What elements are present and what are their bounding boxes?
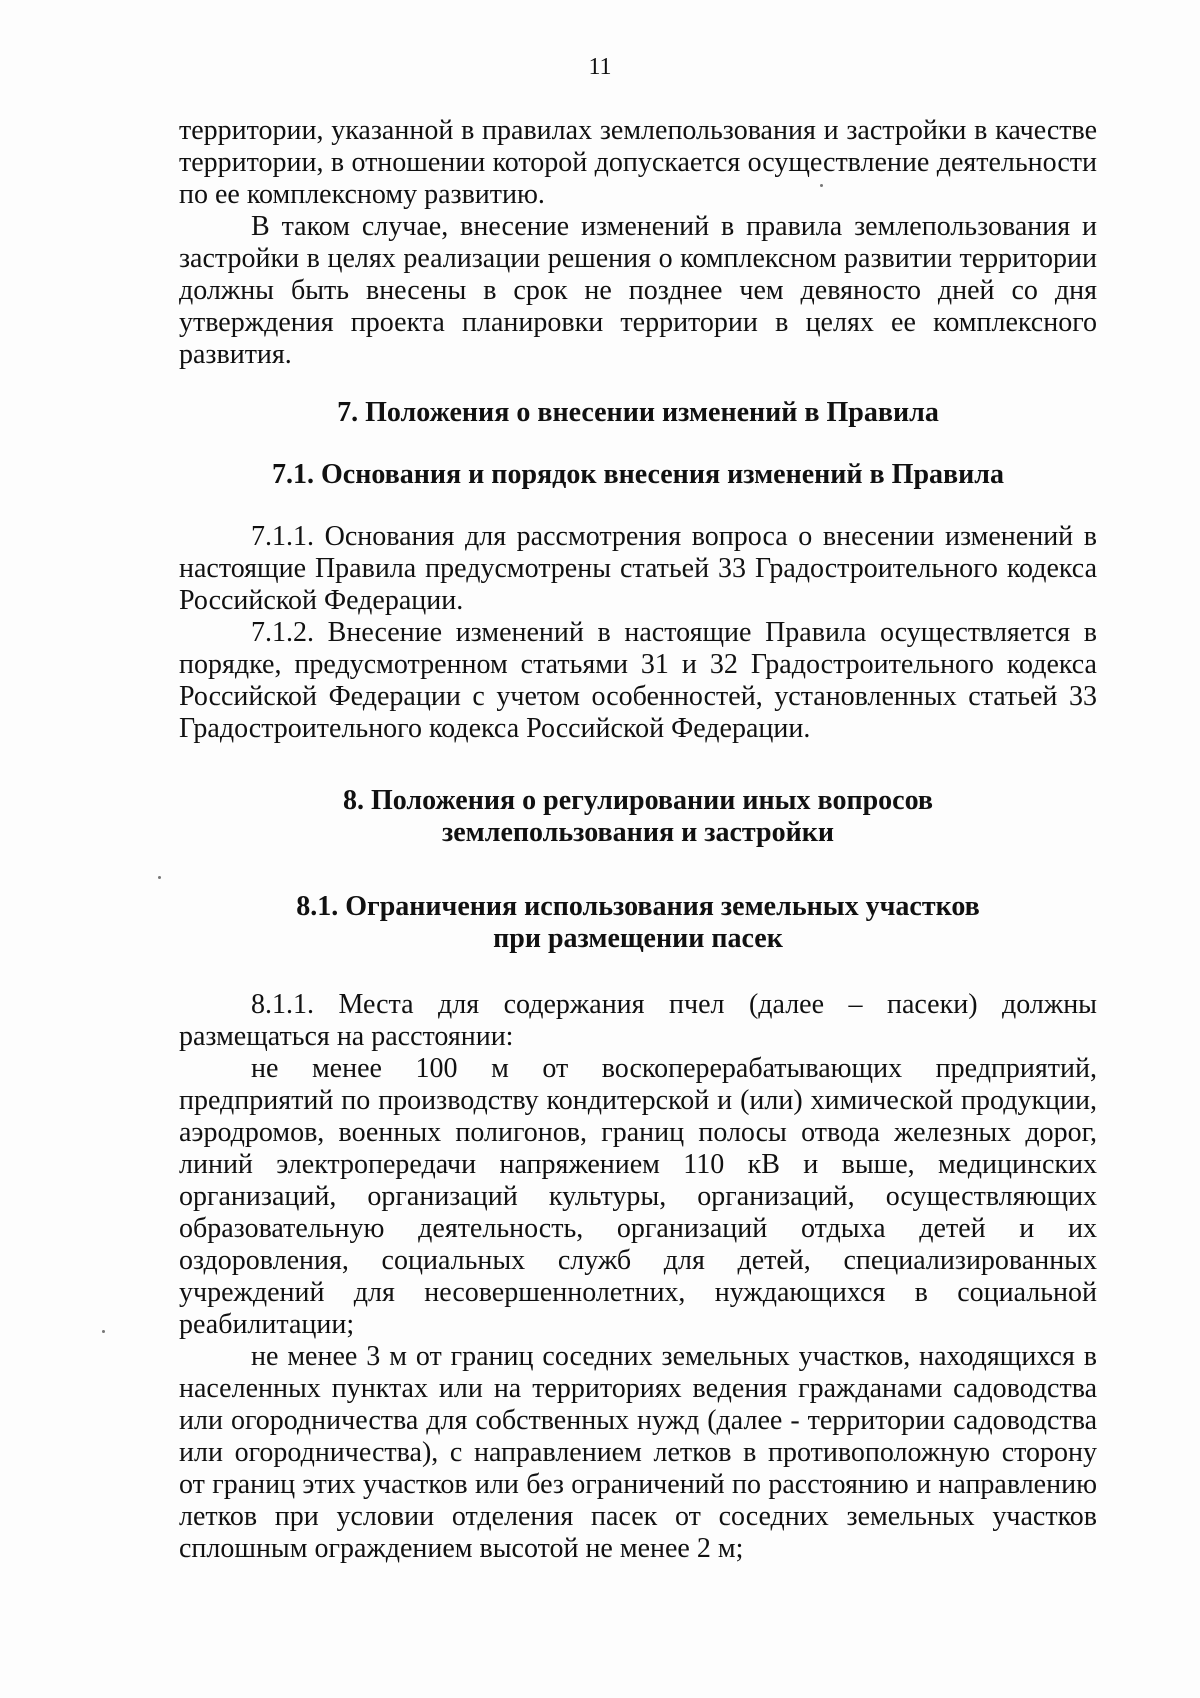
scan-speck <box>102 1330 105 1333</box>
section-7-title: 7. Положения о внесении изменений в Правила <box>337 397 939 428</box>
section-8-1-title <box>179 891 1097 955</box>
paragraph-distance-100m: не менее 100 м от воскоперерабатывающих предприятий, предприятий по производству кондитерской и (или) химической продукции, аэродромов, военных полигонов, границ полосы отвода железных дорог, линий электропередачи напряжением 110 кВ и выше, медицинских организаций, организаций культуры, организаций, осуществляющих образовательную деятельность, организаций отдыха детей и их оздоровления, социальных служб для детей, специализированных учреждений для несовершеннолетних, нуждающихся в социальной реабилитации; <box>179 1053 1097 1340</box>
scan-speck <box>820 184 823 187</box>
intro-paragraph-continued: территории, указанной в правилах землепользования и застройки в качестве территории, в отношении которой допускается осуществление деятельности по ее комплексному развитию. <box>179 115 1097 210</box>
document-body <box>179 115 1097 1565</box>
page-number: 11 <box>588 54 612 80</box>
section-8-1-title-line-2: при размещении пасек <box>493 923 783 954</box>
paragraph-8-1-1: 8.1.1. Места для содержания пчел (далее – пасеки) должны размещаться на расстоянии: <box>179 989 1097 1052</box>
section-8-title-line-1: 8. Положения о регулировании иных вопросов <box>342 785 934 816</box>
section-7-1-title: 7.1. Основания и порядок внесения изменений в Правила <box>272 459 1004 490</box>
paragraph-7-1-1: 7.1.1. Основания для рассмотрения вопроса о внесении изменений в настоящие Правила предусмотрены статьей 33 Градостроительного кодекса Российской Федерации. <box>179 521 1097 616</box>
paragraph-distance-3m: не менее 3 м от границ соседних земельных участков, находящихся в населенных пунктах или на территориях ведения гражданами садоводства или огородничества для собственных нужд (далее - территории садоводства или огородничества), с направлением летков в противоположную сторону от границ этих участков или без ограничений по расстоянию и направлению летков при условии отделения пасек от соседних земельных участков сплошным ограждением высотой не менее 2 м; <box>179 1341 1097 1564</box>
section-8-title-line-2: землепользования и застройки <box>442 817 834 848</box>
section-8-1-title-line-1: 8.1. Ограничения использования земельных участков <box>296 891 980 922</box>
intro-paragraph: В таком случае, внесение изменений в правила землепользования и застройки в целях реализации решения о комплексном развитии территории должны быть внесены в срок не позднее чем девяносто дней со дня утверждения проекта планировки территории в целях ее комплексного развития. <box>179 211 1097 370</box>
section-8-title <box>179 785 1097 849</box>
scan-speck <box>158 876 161 879</box>
paragraph-7-1-2: 7.1.2. Внесение изменений в настоящие Правила осуществляется в порядке, предусмотренном статьями 31 и 32 Градостроительного кодекса Российской Федерации с учетом особенностей, установленных статьей 33 Градостроительного кодекса Российской Федерации. <box>179 617 1097 744</box>
